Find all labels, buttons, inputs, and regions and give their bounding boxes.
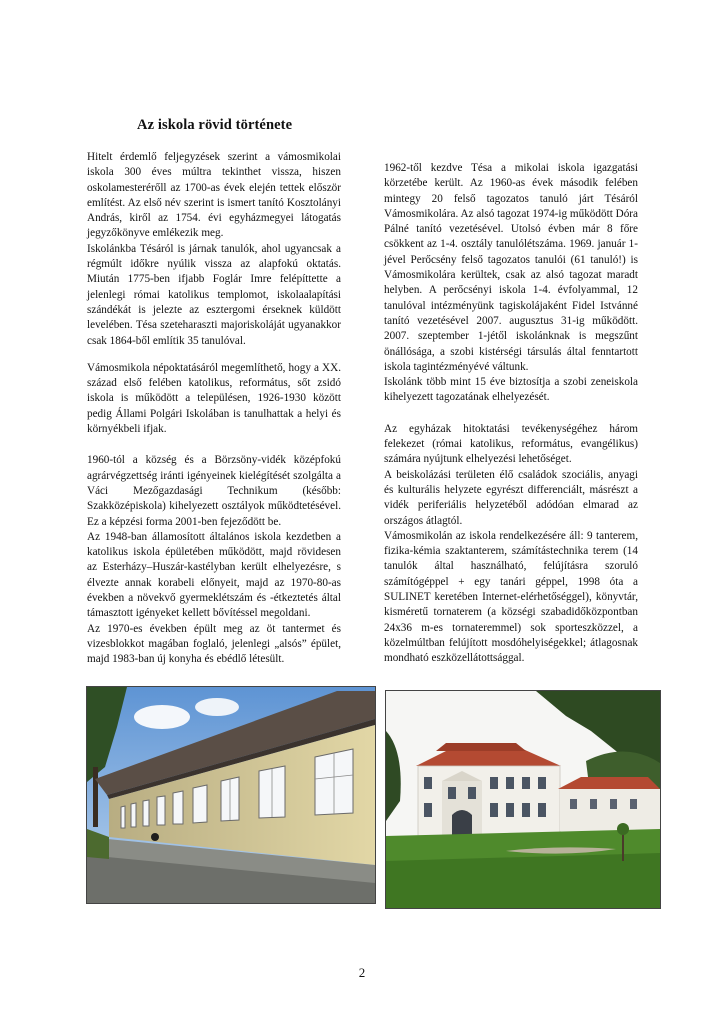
school-building-illustration [87,687,375,903]
paragraph: Az 1948-ban államosított általános iskola kezdetben a katolikus iskola épületében működött, majd rövidesen az Esterházy–Huszár-kastélyban került elhelyezésre, s élvezte annak korabeli előnyeit, majd az 1970-80-as években a növekvő gyermeklétszám és -étkeztetés által támasztott igényeket kellett bővítéssel megoldani. [87,530,341,620]
paragraph: Iskolánkba Tésáról is járnak tanulók, ahol ugyancsak a régmúlt időkre nyúlik vissza az alapfokú oktatás. Miután 1775-ben ifjabb Foglár Imre felépíttette a jelenlegi római katolikus templomot, iskolaalapítási szándékát is jelezte az esztergomi érseknek küldött levelében. Tésa szeteharaszti majoriskoláját ugyanakkor csak 1864-ből említik 35 tanulóval. [87,242,341,347]
paragraph: Vámosmikola népoktatásáról megemlíthető, hogy a XX. század első felében katolikus, református, sőt zsidó iskola is működött a településen, 1926-1930 között pedig Állami Polgári Iskolában is tanulhattak a helyi és környékbeli ifjak. [87,361,341,436]
paragraph: Hitelt érdemlő feljegyzések szerint a vámosmikolai iskola 300 éves múltra tekinthet vissza, hiszen oskolamesterérőll az 1700-as évek elején tettek először említést. Az első név szerint is ismert tanító Kosztolányi András, kiről az 1754. évi egyházmegyei látogatás jegyzőkönyve emlékezik meg. [87,151,341,240]
paragraph: Vámosmikolán az iskola rendelkezésére áll: 9 tanterem, fizika-kémia szaktanterem, számítástechnika terem (14 tanulók által használható, felújításra szoruló számítógéppel + egy tanári géppel, 1998 óta a SULINET keretében Internet-elérhetőséggel), könyvtár, kisméretű tornaterem (a községi szabadidőközpontban 24x36 m-es tornateremmel) sok sporteszközzel, a közelmúltban felújított mosdóhelyiségekkel; átlagosnak mondható eszközellátottsággal. [384,529,638,665]
school-building-photo [86,686,376,904]
paragraph: 1962-től kezdve Tésa a mikolai iskola igazgatási körzetébe került. Az 1960-as évek második felében mintegy 20 felső tagozatos tanuló járt Tésáról Vámosmikolára. Az alsó tagozat 1974-ig működött Dóra Pálné tanító vezetésével. Utolsó évben már 8 főre csökkent az 1-4. osztály tanulólétszáma. 1969. január 1-jével Perőcsény felső tagozatos tanulói (61 tanuló!) is Vámosmikolára kerültek, csak az alsó tagozat maradt helyben. A perőcsényi iskola 1-4. évfolyammal, 12 tanulóval intézményünk tagiskolájaként Fidel Istvánné tanító vezetésével 2007. augusztus 31-ig működött. 2007. szeptember 1-jétől iskolánknak is megszűnt önállósága, a szobi kistérségi társulás által fenntartott iskola tagintézményévé váltunk. [384,162,638,373]
page-number: 2 [358,965,366,980]
paragraph: 1960-tól a község és a Börzsöny-vidék középfokú agrárvégzettség iránti igényeinek kielégítését szolgálta a Váci Mezőgazdasági Technikum (később: Szakközépiskola) kihelyezett osztályok működtetésével. Ez a képzési forma 2001-ben fejeződött be. [87,454,341,528]
paragraph: Az egyházak hitoktatási tevékenységéhez három felekezet (római katolikus, református, evangélikus) számára nyújtunk elhelyezési lehetőséget. [384,422,638,466]
page-title: Az iskola rövid története [137,117,293,133]
right-text-column [384,161,638,667]
paragraph: Iskolánk több mint 15 éve biztosítja a szobi zeneiskola kihelyezett tagozatának elhelyezését. [384,376,638,404]
paragraph: Az 1970-es években épült meg az öt tantermet és vizesblokkot magában foglaló, jelenlegi „alsós” épület, majd 1983-ban új konyha és ebédlő létesült. [87,622,341,666]
paragraph: A beiskolázási területen élő családok szociális, anyagi és kulturális helyzete egyrészt differenciált, másrészt a vidék periferiális helyzetéből adódóan elmarad az országos átlagtól. [384,468,638,527]
manor-house-photo [385,690,661,909]
manor-house-illustration [386,691,660,908]
left-text-column [87,150,341,668]
